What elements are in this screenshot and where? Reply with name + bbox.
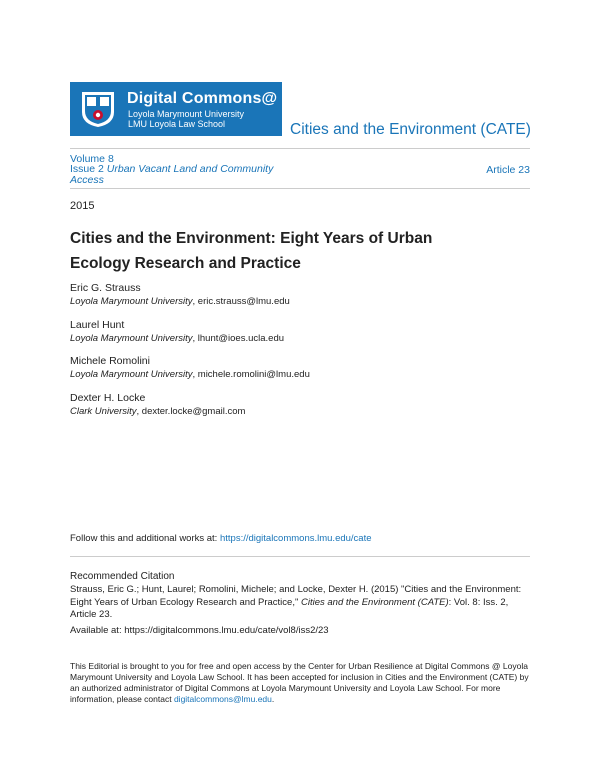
follow-line: [70, 533, 372, 544]
follow-text: Follow this and additional works at:: [70, 533, 220, 544]
author-block: [70, 282, 290, 308]
header-divider: [70, 148, 530, 149]
author-email[interactable]: dexter.locke@gmail.com: [141, 406, 246, 417]
article-number: Article 23: [486, 164, 530, 176]
citation-authors-title: Strauss, Eric G.; Hunt, Laurel; Romolini, Michele; and Locke, Dexter H. (2015) "Cities and the Environment: Eight Years of Urban Ecology Research and Practice,": [70, 584, 522, 608]
author-affiliation: Clark University, dexter.locke@gmail.com: [70, 406, 246, 417]
logo-subtitle-university: Loyola Marymount University: [128, 109, 245, 119]
contact-email-link[interactable]: digitalcommons@lmu.edu: [173, 694, 272, 704]
issue-divider: [70, 188, 530, 189]
author-name: Laurel Hunt: [70, 319, 125, 331]
author-affiliation: Loyola Marymount University, michele.romolini@lmu.edu: [70, 369, 310, 380]
lmu-seal-icon: [80, 90, 116, 128]
volume-link[interactable]: Volume 8: [70, 153, 114, 165]
author-institution: Loyola Marymount University: [70, 333, 193, 344]
author-email[interactable]: michele.romolini@lmu.edu: [197, 369, 310, 380]
author-affiliation: Loyola Marymount University, eric.strauss@lmu.edu: [70, 296, 290, 307]
author-institution: Clark University: [70, 406, 137, 417]
issue-number: Issue 2: [70, 163, 104, 175]
collection-link[interactable]: https://digitalcommons.lmu.edu/cate: [219, 533, 372, 544]
author-institution: Loyola Marymount University: [70, 296, 193, 307]
author-block: [70, 355, 310, 381]
author-name: Michele Romolini: [70, 355, 150, 367]
access-statement-text: This Editorial is brought to you for free and open access by the Center for Urban Resilience at Digital Commons @ Loyola Marymount University and Loyola Law School. It has been accepted for inclusion in Cities and the Environment (CATE) by an authorized administrator of Digital Commons at Loyola Marymount University and Loyola Law School. For more information, please contact: [70, 661, 529, 704]
access-statement-end: .: [271, 694, 275, 704]
publication-year: 2015: [70, 200, 95, 212]
author-email[interactable]: lhunt@ioes.ucla.edu: [197, 333, 285, 344]
citation-text: [70, 584, 532, 622]
author-email[interactable]: eric.strauss@lmu.edu: [197, 296, 290, 307]
author-block: [70, 392, 245, 418]
citation-divider: [70, 556, 530, 557]
logo-title: Digital Commons@: [127, 90, 278, 107]
author-institution: Loyola Marymount University: [70, 369, 193, 380]
available-at-url[interactable]: Available at: https://digitalcommons.lmu.edu/cate/vol8/iss2/23: [70, 625, 329, 636]
digital-commons-logo[interactable]: [70, 82, 282, 136]
citation-volume-issue: : Vol. 8: Iss. 2, Article 23.: [70, 596, 509, 620]
citation-journal: Cities and the Environment (CATE): [300, 596, 449, 608]
issue-link[interactable]: [70, 164, 290, 186]
recommended-citation-heading: Recommended Citation: [70, 571, 175, 582]
author-name: Eric G. Strauss: [70, 282, 141, 294]
author-name: Dexter H. Locke: [70, 392, 146, 404]
issue-title: Urban Vacant Land and Community Access: [70, 163, 274, 186]
journal-title-link[interactable]: Cities and the Environment (CATE): [290, 121, 531, 138]
logo-subtitle-law-school: LMU Loyola Law School: [128, 119, 226, 129]
author-affiliation: Loyola Marymount University, lhunt@ioes.ucla.edu: [70, 333, 285, 344]
access-statement: [70, 661, 530, 705]
paper-title: Cities and the Environment: Eight Years of Urban Ecology Research and Practice: [70, 230, 433, 272]
author-block: [70, 319, 284, 345]
